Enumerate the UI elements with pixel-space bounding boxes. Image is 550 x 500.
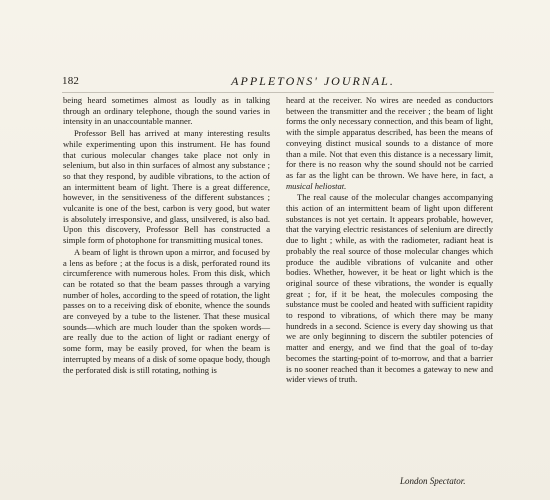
header-divider (62, 92, 494, 93)
right-paragraph-1-text: heard at the receiver. No wires are needed as conductors between the transmitter and the receiver ; the beam of light forms the only necessary connection, and this beam of light, with the simple apparatus described, has been the means of conveying distinct musical sounds to a distance of more than a mile. Not that even this distance is a necessary limit, for there is no reason why the sound should not be carried as far as the light can be thrown. We have here, in fact, a (286, 95, 493, 180)
left-paragraph-1: being heard sometimes almost as loudly as in talking through an ordinary telephone, though the sound varies in intensity in an unaccountable manner. (63, 95, 270, 127)
left-paragraph-2: Professor Bell has arrived at many interesting results while experimenting upon this instrument. He has found that curious molecular changes take place not only in selenium, but also in thin surfaces of almost any substance ; so that they respond, by audible vibrations, to the action of an intermittent beam of light. There is a great difference, however, in the sensitiveness of the different substances ; vulcanite is one of the best, carbon is very good, but water is absolutely irresponsive, and glass, unsilvered, is also bad. Upon this discovery, Professor Bell has constructed a simple form of photophone for transmitting musical tones. (63, 128, 270, 246)
musical-heliostat-text: musical heliostat. (286, 180, 347, 191)
page-header (62, 75, 494, 91)
right-paragraph-2: The real cause of the molecular changes accompanying this action of an intermittent beam of light upon different substances is not yet certain. It appears probable, however, that the varying electric resistances of selenium are directly due to light ; while, as with the radiometer, radiant heat is probably the real source of those molecular changes which produce the audible vibrations of vulcanite and other bodies. Whether, however, it be heat or light which is the original source of these vibrations, the wonder is equally great ; for, if it be heat, the molecules composing the substance must be cooled and heated with sufficient rapidity to respond to vibrations, of which there may be many hundreds in a second. Science is every day showing us that we are only beginning to discern the subtiler potencies of matter and energy, and we find that the goal of to-day becomes the starting-point of to-morrow, and that a barrier is no sooner reached than it becomes a gateway to new and wider views of truth. (286, 192, 493, 385)
left-paragraph-3: A beam of light is thrown upon a mirror, and focused by a lens as before ; at the focus is a disk, perforated round its circumference with numerous holes. From this disk, which can be rotated so that the beam passes through a varying number of holes, according to the speed of rotation, the light passes on to a receiving disk of ebonite, whence the sounds are conveyed by a tube to the listener. That these musical sounds—which are much louder than the spoken words—are really due to the action of light or radiant energy of some form, may be easily proved, for when the beam is interrupted by means of a disk of some opaque body, though the perforated disk is still rotating, nothing is (63, 246, 270, 375)
page-number: 182 (62, 75, 80, 87)
right-column (286, 95, 493, 385)
right-paragraph-1 (286, 95, 493, 191)
left-column (63, 95, 270, 375)
source-credit: London Spectator. (400, 476, 466, 486)
journal-title: APPLETONS' JOURNAL. (231, 74, 395, 88)
